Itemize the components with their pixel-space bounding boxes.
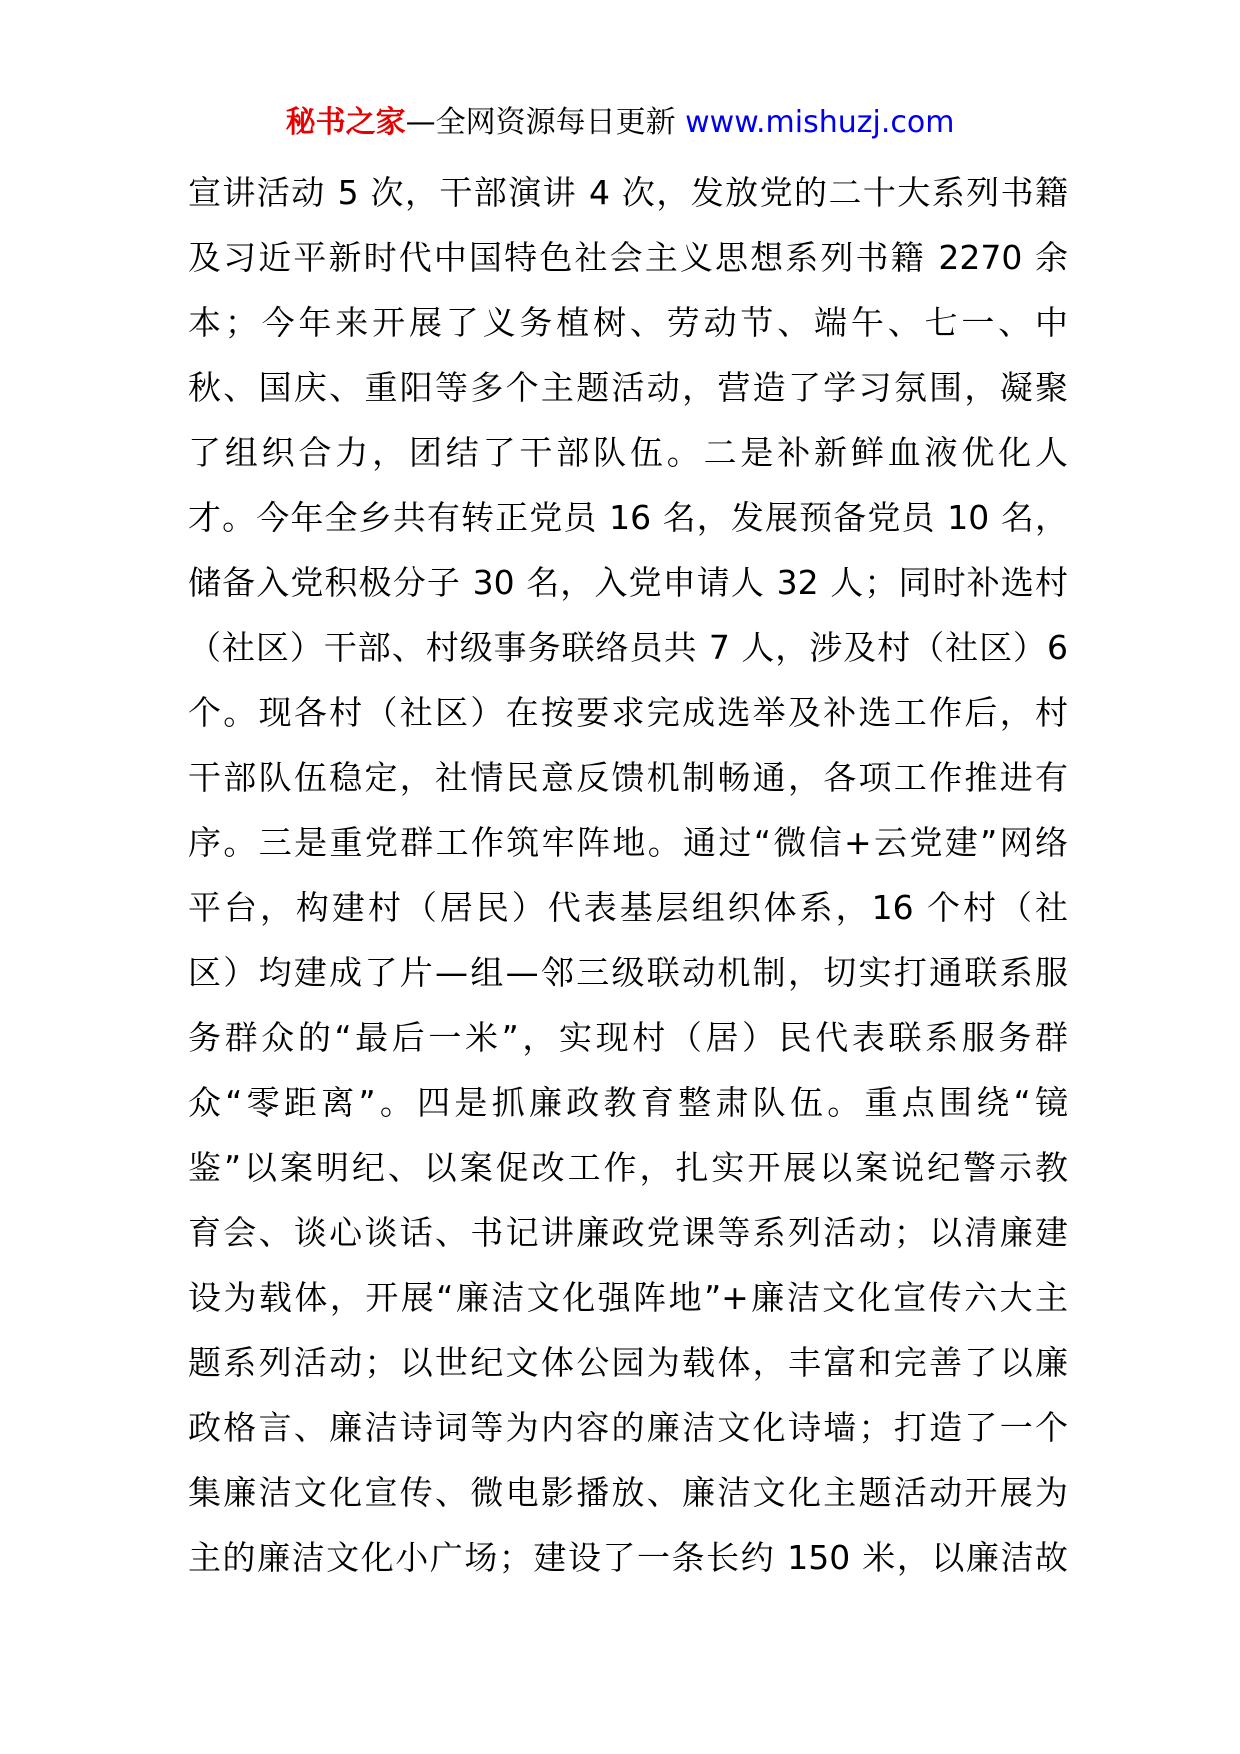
body-line: 个。现各村（社区）在按要求完成选举及补选工作后，村: [188, 693, 1068, 732]
brand-name: 秘书之家: [285, 105, 406, 140]
body-line: 主的廉洁文化小广场；建设了一条长约 150 米，以廉洁故: [188, 1538, 1068, 1577]
body-line: 及习近平新时代中国特色社会主义思想系列书籍 2270 余: [188, 238, 1068, 277]
body-line: 了组织合力，团结了干部队伍。二是补新鲜血液优化人: [188, 433, 1068, 472]
page-header: [0, 103, 1240, 143]
body-line: 设为载体，开展“廉洁文化强阵地”+廉洁文化宣传六大主: [188, 1278, 1068, 1317]
body-line: 务群众的“最后一米”，实现村（居）民代表联系服务群: [188, 1018, 1068, 1057]
body-line: 区）均建成了片—组—邻三级联动机制，切实打通联系服: [188, 953, 1068, 992]
body-line: 集廉洁文化宣传、微电影播放、廉洁文化主题活动开展为: [188, 1473, 1068, 1512]
body-line: 平台，构建村（居民）代表基层组织体系，16 个村（社: [188, 888, 1068, 927]
body-line: 序。三是重党群工作筑牢阵地。通过“微信+云党建”网络: [188, 823, 1068, 862]
body-line: 题系列活动；以世纪文体公园为载体，丰富和完善了以廉: [188, 1343, 1068, 1382]
body-line: 育会、谈心谈话、书记讲廉政党课等系列活动；以清廉建: [188, 1213, 1068, 1252]
site-url-link[interactable]: www.mishuzj.com: [685, 105, 955, 140]
body-line: 本；今年来开展了义务植树、劳动节、端午、七一、中: [188, 303, 1068, 342]
body-line: 宣讲活动 5 次，干部演讲 4 次，发放党的二十大系列书籍: [188, 173, 1068, 212]
body-line: 储备入党积极分子 30 名，入党申请人 32 人；同时补选村: [188, 563, 1068, 602]
body-line: 秋、国庆、重阳等多个主题活动，营造了学习氛围，凝聚: [188, 368, 1068, 407]
document-body: [188, 160, 1068, 1590]
body-line: 才。今年全乡共有转正党员 16 名，发展预备党员 10 名，: [188, 498, 1068, 537]
header-slogan: —全网资源每日更新: [405, 105, 686, 140]
body-line: （社区）干部、村级事务联络员共 7 人，涉及村（社区）6: [188, 628, 1068, 667]
body-line: 鉴”以案明纪、以案促改工作，扎实开展以案说纪警示教: [188, 1148, 1068, 1187]
body-line: 干部队伍稳定，社情民意反馈机制畅通，各项工作推进有: [188, 758, 1068, 797]
body-line: 众“零距离”。四是抓廉政教育整肃队伍。重点围绕“镜: [188, 1083, 1068, 1122]
body-line: 政格言、廉洁诗词等为内容的廉洁文化诗墙；打造了一个: [188, 1408, 1068, 1447]
